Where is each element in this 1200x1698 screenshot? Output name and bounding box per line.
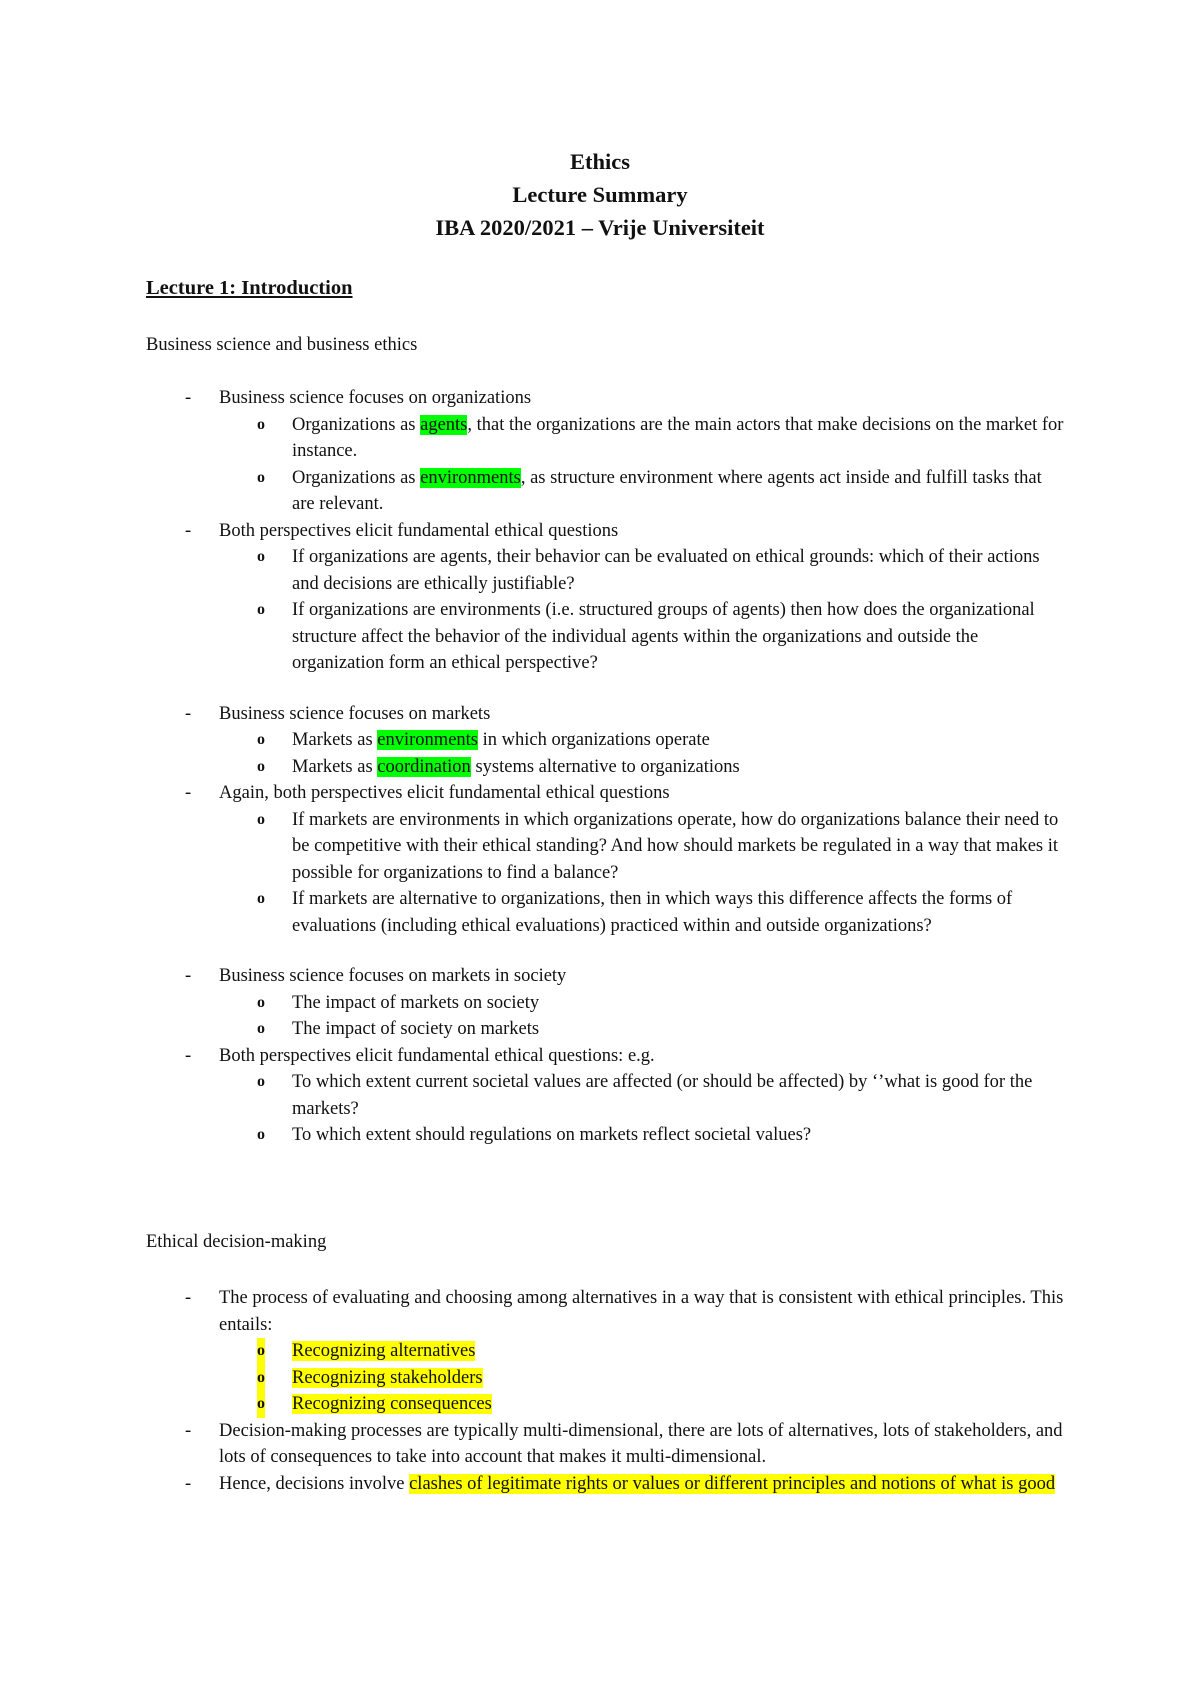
- yellow-highlight: Recognizing alternatives: [292, 1341, 476, 1361]
- sub-list-item-text: To which extent current societal values are affected (or should be affected) by ‘’what is good for the markets?: [292, 1072, 1033, 1119]
- sub-list-item: [219, 1391, 1066, 1418]
- list-item: [146, 701, 1066, 781]
- sub-list-item: [219, 1069, 1066, 1122]
- sub-list-item: [219, 1122, 1066, 1149]
- sub-list-item: [219, 727, 1066, 754]
- sub-list-item: [219, 807, 1066, 887]
- bullet-list-business-science: [146, 385, 1066, 1149]
- text-fragment: , as structure environment where agents act inside and fulfill tasks that are relevant.: [292, 467, 1042, 514]
- sub-list-item: [219, 465, 1066, 518]
- sub-list-item-text: If markets are alternative to organizations, then in which ways this difference affects the forms of evaluations (including ethical evaluations) practiced within and outside organizations?: [292, 889, 1013, 936]
- bullet-icon: o: [257, 757, 265, 775]
- green-highlight: agents: [420, 414, 468, 435]
- bullet-icon: o: [257, 1338, 265, 1365]
- bullet-icon: o: [257, 1020, 265, 1037]
- sub-list-item: [219, 1338, 1066, 1365]
- sub-list-item: [219, 544, 1066, 597]
- sub-list-item: [219, 990, 1066, 1017]
- sub-list-item-text: To which extent should regulations on markets reflect societal values?: [292, 1125, 812, 1145]
- list-item: [146, 385, 1066, 518]
- spacer: [146, 677, 1066, 701]
- list-item: [146, 1285, 1066, 1418]
- list-item-text: Both perspectives elicit fundamental ethical questions: e.g.: [219, 1045, 655, 1066]
- list-item: [146, 780, 1066, 939]
- text-fragment: Markets as: [292, 756, 378, 777]
- sub-list-item-text: The impact of society on markets: [292, 1019, 540, 1039]
- list-item-text: Again, both perspectives elicit fundamental ethical questions: [219, 783, 670, 803]
- text-fragment: , that the organizations are the main actors that make decisions on the market for instance.: [292, 414, 1064, 461]
- sub-list-item: [219, 412, 1066, 465]
- spacer: [146, 939, 1066, 963]
- sub-list: [219, 1069, 1066, 1149]
- text-fragment: Hence, decisions involve: [219, 1473, 410, 1494]
- text-fragment: Markets as: [292, 730, 378, 750]
- green-highlight: environments: [420, 467, 521, 488]
- list-item: [146, 518, 1066, 677]
- bullet-icon: o: [257, 1073, 265, 1090]
- list-item-text: Both perspectives elicit fundamental ethical questions: [219, 520, 619, 541]
- bullet-icon: o: [257, 415, 265, 433]
- sub-list-item: [219, 886, 1066, 939]
- section-heading-ethical-decision-making: Ethical decision-making: [146, 1232, 327, 1252]
- bullet-icon: o: [257, 1365, 265, 1392]
- sub-list-item-text: If organizations are environments (i.e. structured groups of agents) then how does the organizational structure affect the behavior of the individual agents within the organizations and outside the organization form an ethical perspective?: [292, 600, 1035, 673]
- bullet-icon: o: [257, 1391, 265, 1418]
- sub-list: [219, 727, 1066, 780]
- bullet-icon: o: [257, 548, 265, 565]
- list-item: [146, 1471, 1066, 1498]
- sub-list: [219, 1338, 1066, 1418]
- bullet-icon: o: [257, 468, 265, 486]
- bullet-icon: o: [257, 1126, 265, 1143]
- sub-list-item: [219, 754, 1066, 781]
- list-item: [146, 963, 1066, 1043]
- sub-list: [219, 544, 1066, 677]
- document-title: Ethics: [569, 149, 630, 174]
- text-fragment: Organizations as: [292, 467, 421, 488]
- yellow-highlight: Recognizing stakeholders: [292, 1367, 483, 1388]
- sub-list: [219, 412, 1066, 518]
- sub-list-item: [219, 597, 1066, 677]
- sub-list: [219, 807, 1066, 940]
- list-item-text: Business science focuses on markets in society: [219, 966, 567, 986]
- list-item-text: Decision-making processes are typically multi-dimensional, there are lots of alternatives, lots of stakeholders, and lots of consequences to take into account that makes it multi-dimensional.: [219, 1420, 1063, 1467]
- bullet-icon: o: [257, 890, 265, 907]
- list-item: [146, 1043, 1066, 1149]
- document-subtitle: Lecture Summary: [512, 182, 688, 207]
- sub-list-item-text: If markets are environments in which organizations operate, how do organizations balance their need to be competitive with their ethical standing? And how should markets be regulated in a way that makes it possible for organizations to find a balance?: [292, 809, 1059, 883]
- bullet-icon: o: [257, 601, 265, 618]
- course-line: IBA 2020/2021 – Vrije Universiteit: [435, 215, 765, 240]
- bullet-icon: o: [257, 810, 265, 828]
- list-item-text: Business science focuses on organizations: [219, 388, 532, 408]
- bullet-icon: o: [257, 731, 265, 748]
- section-heading-business-science: Business science and business ethics: [146, 335, 418, 355]
- sub-list-item: [219, 1016, 1066, 1043]
- sub-list-item-text: The impact of markets on society: [292, 992, 540, 1013]
- text-fragment: Organizations as: [292, 414, 421, 435]
- sub-list: [219, 990, 1066, 1043]
- sub-list-item-text: If organizations are agents, their behavior can be evaluated on ethical grounds: which of their actions and decisions are ethically justifiable?: [292, 547, 1040, 594]
- text-fragment: systems alternative to organizations: [470, 756, 740, 777]
- yellow-highlight: clashes of legitimate rights or values or different principles and notions of what is good: [409, 1473, 1056, 1494]
- sub-list-item: [219, 1365, 1066, 1392]
- list-item-text: The process of evaluating and choosing among alternatives in a way that is consistent with ethical principles. This entails:: [219, 1288, 1064, 1335]
- bullet-list-ethical-decision-making: [146, 1285, 1066, 1497]
- lecture-heading: Lecture 1: Introduction: [146, 277, 353, 299]
- text-fragment: in which organizations operate: [478, 730, 710, 750]
- list-item-text: Business science focuses on markets: [219, 703, 491, 724]
- yellow-highlight: Recognizing consequences: [292, 1394, 492, 1414]
- list-item: [146, 1418, 1066, 1471]
- bullet-icon: o: [257, 993, 265, 1011]
- green-highlight: coordination: [377, 756, 471, 777]
- green-highlight: environments: [377, 730, 478, 750]
- title-block: [0, 145, 1200, 244]
